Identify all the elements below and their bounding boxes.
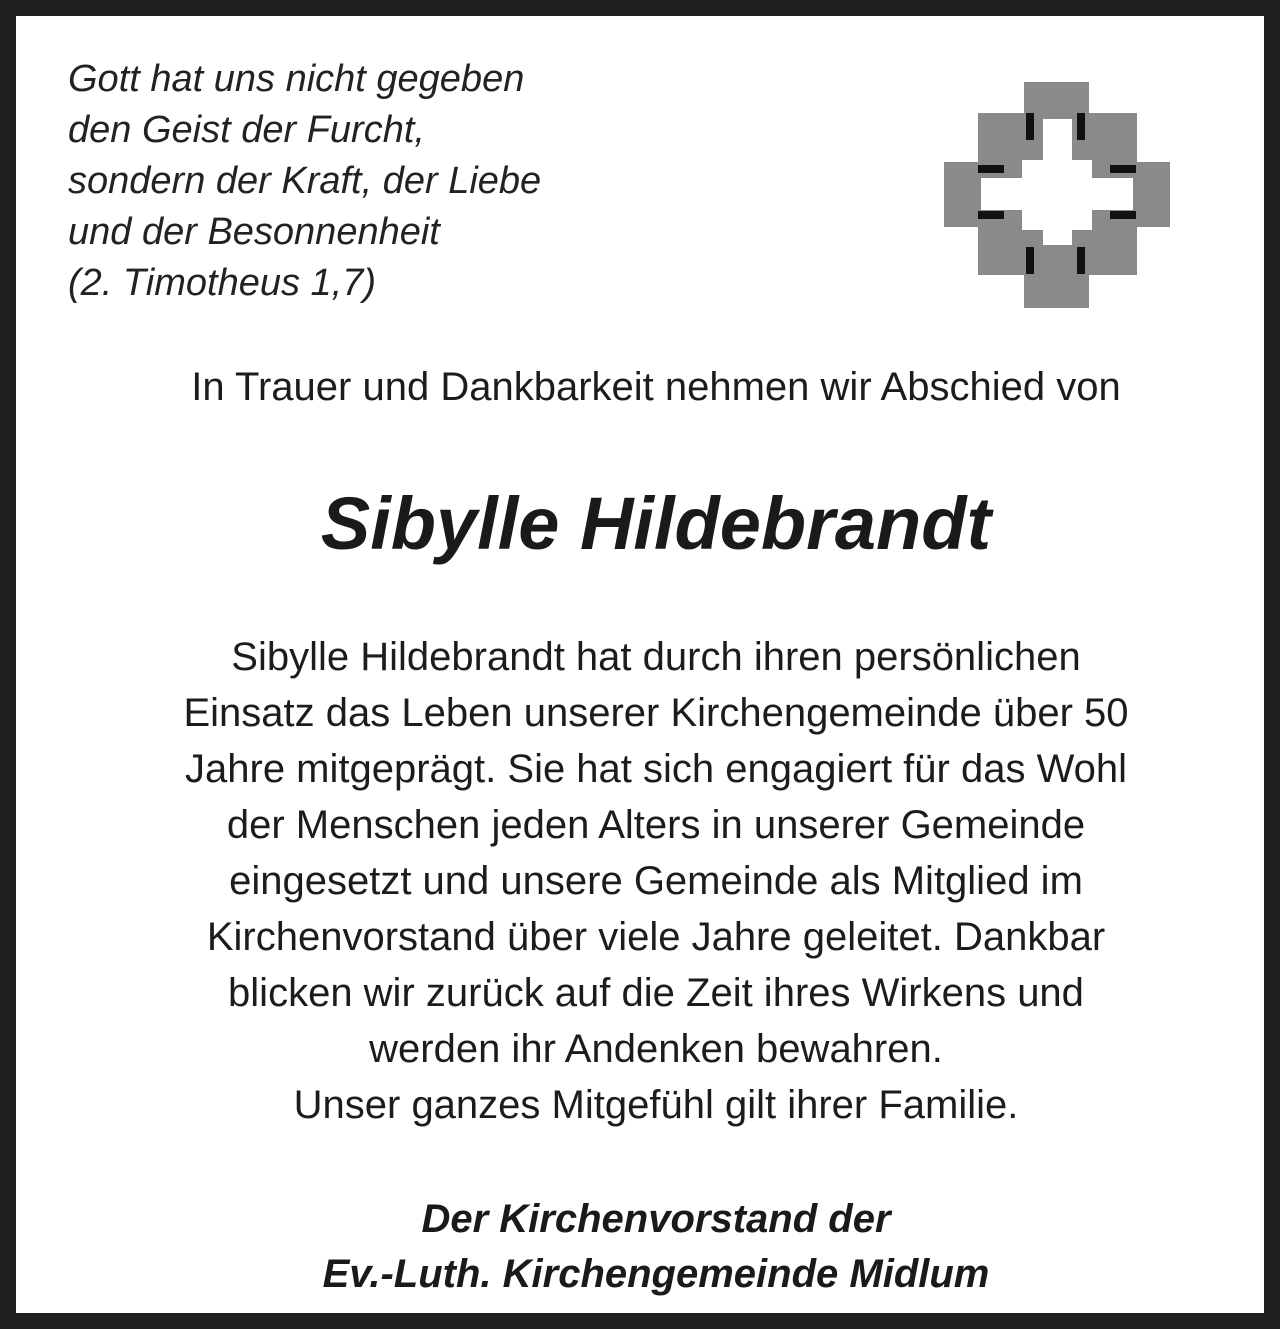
tribute-line: Einsatz das Leben unserer Kirchengemeinde über 50 xyxy=(183,691,1129,735)
verse-line: Gott hat uns nicht gegeben xyxy=(68,58,525,100)
verse-reference: (2. Timotheus 1,7) xyxy=(68,262,377,304)
tribute-line: Sibylle Hildebrandt hat durch ihren persönlichen xyxy=(231,635,1081,679)
verse-line: den Geist der Furcht, xyxy=(68,109,425,151)
intro-line: In Trauer und Dankbarkeit nehmen wir Abschied von xyxy=(191,365,1121,409)
signature-line: Der Kirchenvorstand der xyxy=(421,1197,891,1241)
tribute-line: blicken wir zurück auf die Zeit ihres Wirkens und xyxy=(228,971,1084,1015)
verse-line: sondern der Kraft, der Liebe xyxy=(68,160,542,202)
cross-icon xyxy=(944,82,1170,308)
signature xyxy=(16,1192,1280,1302)
tribute-line: der Menschen jeden Alters in unserer Gemeinde xyxy=(226,803,1086,847)
tribute-line: werden ihr Andenken bewahren. xyxy=(369,1027,943,1071)
bible-verse xyxy=(68,54,541,309)
tribute-line: Unser ganzes Mitgefühl gilt ihrer Familie. xyxy=(293,1083,1019,1127)
tribute-text xyxy=(16,629,1280,1133)
deceased-name: Sibylle Hildebrandt xyxy=(320,482,992,565)
tribute-line: Kirchenvorstand über viele Jahre geleitet. Dankbar xyxy=(206,915,1106,959)
signature-line: Ev.-Luth. Kirchengemeinde Midlum xyxy=(322,1252,990,1296)
tribute-line: Jahre mitgeprägt. Sie hat sich engagiert für das Wohl xyxy=(185,747,1127,791)
tribute-line: eingesetzt und unsere Gemeinde als Mitglied im xyxy=(229,859,1083,903)
verse-line: und der Besonnenheit xyxy=(68,211,440,253)
